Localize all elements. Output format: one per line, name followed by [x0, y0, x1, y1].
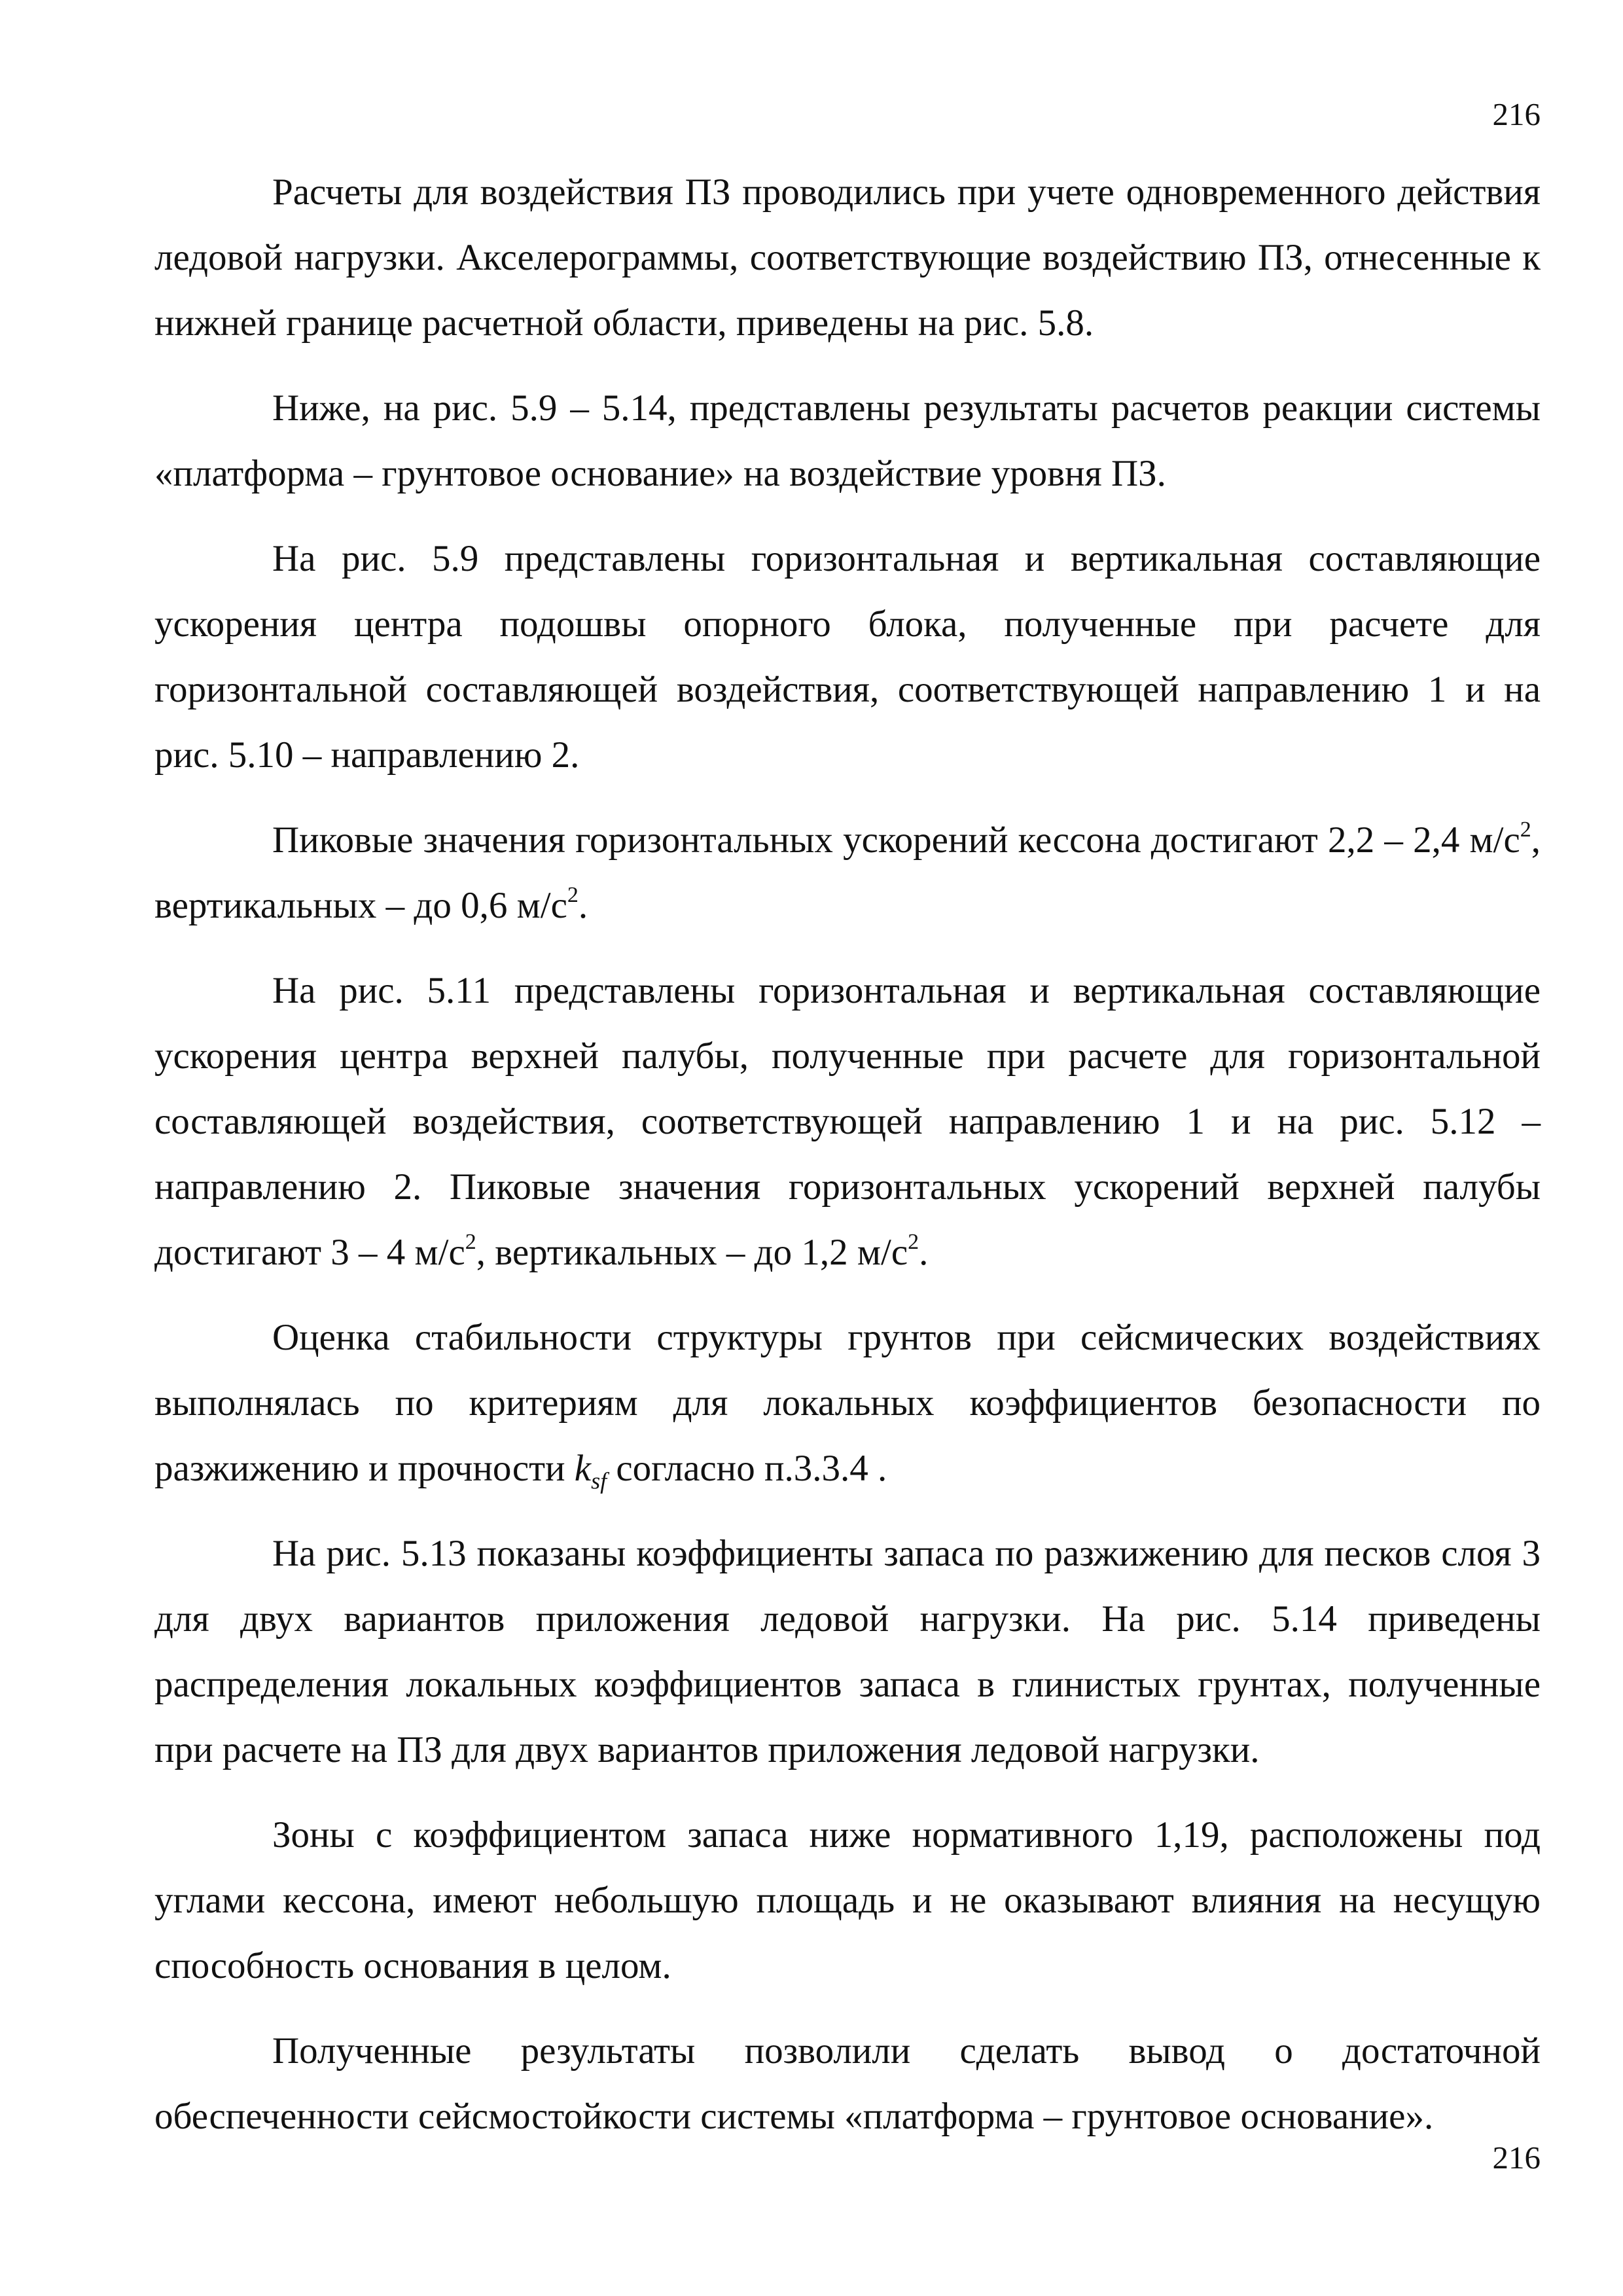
paragraph-5-text-b: , вертикальных – до 1,2 м/с: [476, 1232, 908, 1273]
paragraph-7: На рис. 5.13 показаны коэффициенты запаса по разжижению для песков слоя 3 для двух вариантов приложения ледовой нагрузки. На рис. 5.14 приведены распределения локальных коэффициентов запаса в глинистых грунтах, полученные при расчете на ПЗ для двух вариантов приложения ледовой нагрузки.: [154, 1533, 1541, 1770]
paragraph-3: На рис. 5.9 представлены горизонтальная и вертикальная составляющие ускорения центра подошвы опорного блока, полученные при расчете для горизонтальной составляющей воздействия, соответствующей направлению 1 и на рис. 5.10 – направлению 2.: [154, 538, 1541, 776]
paragraph-9: Полученные результаты позволили сделать вывод о достаточной обеспеченности сейсмостойкости системы «платформа – грунтовое основание».: [154, 2030, 1541, 2137]
paragraph-4-text-b: , вертикальных – до 0,6 м/с: [154, 819, 1541, 926]
paragraph-5-text-c: .: [919, 1232, 929, 1273]
paragraph-2: Ниже, на рис. 5.9 – 5.14, представлены результаты расчетов реакции системы «платформа – грунтовое основание» на воздействие уровня ПЗ.: [154, 387, 1541, 494]
superscript: 2: [567, 883, 579, 907]
paragraph-4: [154, 808, 1541, 939]
page-number-bottom: 216: [1492, 2140, 1541, 2176]
superscript: 2: [1520, 817, 1531, 842]
subscript-sf: sf: [591, 1467, 607, 1494]
superscript: 2: [465, 1230, 476, 1254]
paragraph-1: Расчеты для воздействия ПЗ проводились при учете одновременного действия ледовой нагрузки. Акселерограммы, соответствующие воздействию ПЗ, отнесенные к нижней границе расчетной области, приведены на рис. 5.8.: [154, 171, 1541, 344]
paragraph-4-text-a: Пиковые значения горизонтальных ускорений кессона достигают 2,2 – 2,4 м/с: [272, 819, 1520, 861]
paragraph-5: [154, 958, 1541, 1285]
paragraph-6-text-a: Оценка стабильности структуры грунтов при сейсмических воздействиях выполнялась по критериям для локальных коэффициентов безопасности по разжижению и прочности: [154, 1317, 1541, 1489]
superscript: 2: [908, 1230, 919, 1254]
page-number-top: 216: [1492, 96, 1541, 132]
paragraph-4-text-c: .: [578, 885, 588, 926]
paragraph-6-text-b: согласно п.3.3.4 .: [607, 1448, 887, 1489]
variable-k: k: [574, 1448, 592, 1489]
paragraph-5-text-a: На рис. 5.11 представлены горизонтальная и вертикальная составляющие ускорения центра верхней палубы, полученные при расчете для горизонтальной составляющей воздействия, соответствующей направлению 1 и на рис. 5.12 – направлению 2. Пиковые значения горизонтальных ускорений верхней палубы достигают 3 – 4 м/с: [154, 970, 1541, 1273]
body-text: [154, 160, 1541, 2169]
paragraph-6: [154, 1305, 1541, 1501]
paragraph-8: Зоны с коэффициентом запаса ниже нормативного 1,19, расположены под углами кессона, имеют небольшую площадь и не оказывают влияния на несущую способность основания в целом.: [154, 1814, 1541, 1986]
